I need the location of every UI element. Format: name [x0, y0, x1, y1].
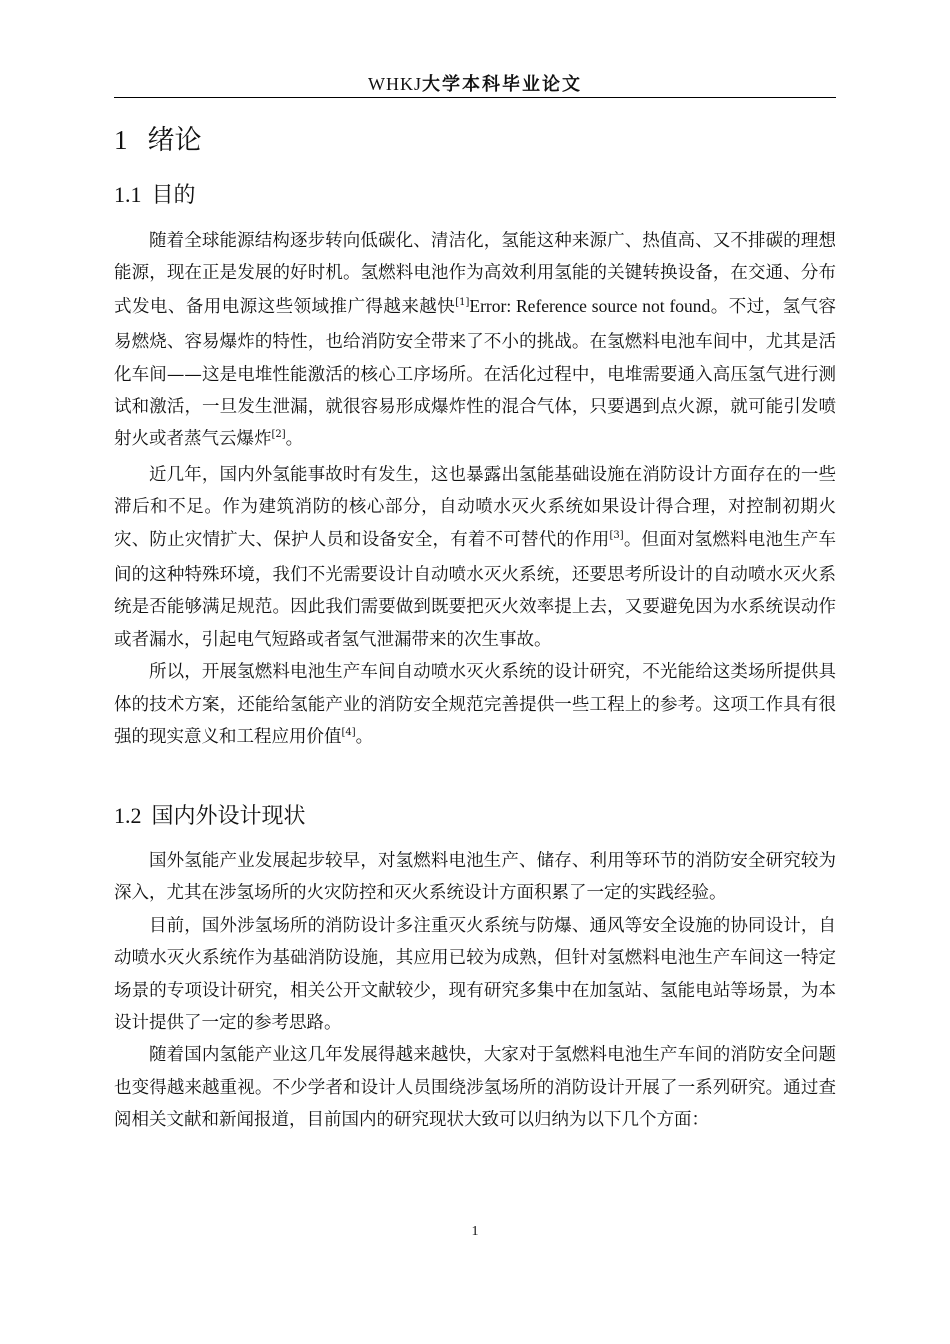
running-header — [114, 70, 836, 98]
section-number: 1.2 — [114, 803, 142, 828]
paragraph-text: 。 — [355, 727, 374, 748]
section-1-2-body — [114, 845, 836, 1137]
paragraph-text: 所以，开展氢燃料电池生产车间自动喷水灭火系统的设计研究，不光能给这类场所提供具体的技术方案，还能给氢能产业的消防安全规范完善提供一些工程上的参考。这项工作具有很强的现实意义和工程应用价值 — [114, 662, 836, 748]
paragraph-text: 。不过，氢气容易燃烧、容易爆炸的特性，也给消防安全带来了不小的挑战。在氢燃料电池车间中，尤其是活化车间——这是电堆性能激活的核心工序场所。在活化过程中，电堆需要通入高压氢气进行测试和激活，一旦发生泄漏，就很容易形成爆炸性的混合气体，只要遇到点火源，就可能引发喷射火或者蒸气云爆炸 — [114, 296, 837, 450]
section-1-1-body — [114, 225, 836, 757]
paragraph — [114, 225, 836, 459]
paragraph — [114, 656, 836, 756]
section-number: 1.1 — [114, 182, 142, 207]
chapter-title: 绪论 — [147, 125, 202, 156]
citation-ref: [3] — [609, 529, 624, 541]
section-heading-1-1 — [114, 177, 196, 214]
paragraph-text: 。 — [285, 429, 304, 450]
chapter-heading — [114, 118, 202, 163]
section-title: 国内外设计现状 — [151, 804, 306, 829]
citation-ref: [1] — [455, 296, 470, 308]
section-title: 目的 — [151, 183, 196, 208]
paragraph-text: 。但面对氢燃料电池生产车间的这种特殊环境，我们不光需要设计自动喷水灭火系统，还要思考所设计的自动喷水灭火系统是否能够满足规范。因此我们需要做到既要把灭火效率提上去，又要避免因为水系统误动作或者漏水，引起电气短路或者氢气泄漏带来的次生事故。 — [114, 529, 837, 650]
header-thesis-label: 大学本科毕业论文 — [422, 74, 582, 95]
citation-ref: [2] — [271, 429, 286, 441]
header-university-code: WHKJ — [368, 74, 422, 94]
section-heading-1-2 — [114, 798, 306, 835]
citation-ref: [4] — [341, 727, 356, 739]
reference-error-text: Error: Reference source not found — [469, 295, 711, 316]
paragraph-text: 近几年，国内外氢能事故时有发生，这也暴露出氢能基础设施在消防设计方面存在的一些滞后和不足。作为建筑消防的核心部分，自动喷水灭火系统如果设计得合理，对控制初期火灾、防止灾情扩大、保护人员和设备安全，有着不可替代的作用 — [114, 464, 836, 550]
chapter-number: 1 — [114, 125, 128, 155]
paragraph: 国外氢能产业发展起步较早，对氢燃料电池生产、储存、利用等环节的消防安全研究较为深入，尤其在涉氢场所的火灾防控和灭火系统设计方面积累了一定的实践经验。 — [114, 851, 836, 904]
header-rule — [114, 97, 836, 98]
paragraph-text: 随着全球能源结构逐步转向低碳化、清洁化，氢能这种来源广、热值高、又不排碳的理想能源，现在正是发展的好时机。氢燃料电池作为高效利用氢能的关键转换设备，在交通、分布式发电、备用电源这些领域推广得越来越快 — [114, 231, 836, 317]
paragraph — [114, 459, 836, 656]
paragraph: 随着国内氢能产业这几年发展得越来越快，大家对于氢燃料电池生产车间的消防安全问题也变得越来越重视。不少学者和设计人员围绕涉氢场所的消防设计开展了一系列研究。通过查阅相关文献和新闻报道，目前国内的研究现状大致可以归纳为以下几个方面： — [114, 1045, 836, 1131]
page-number: 1 — [471, 1224, 479, 1239]
paragraph: 目前，国外涉氢场所的消防设计多注重灭火系统与防爆、通风等安全设施的协同设计，自动喷水灭火系统作为基础消防设施，其应用已较为成熟，但针对氢燃料电池生产车间这一特定场景的专项设计研究，相关公开文献较少，现有研究多集中在加氢站、氢能电站等场景，为本设计提供了一定的参考思路。 — [114, 915, 836, 1034]
